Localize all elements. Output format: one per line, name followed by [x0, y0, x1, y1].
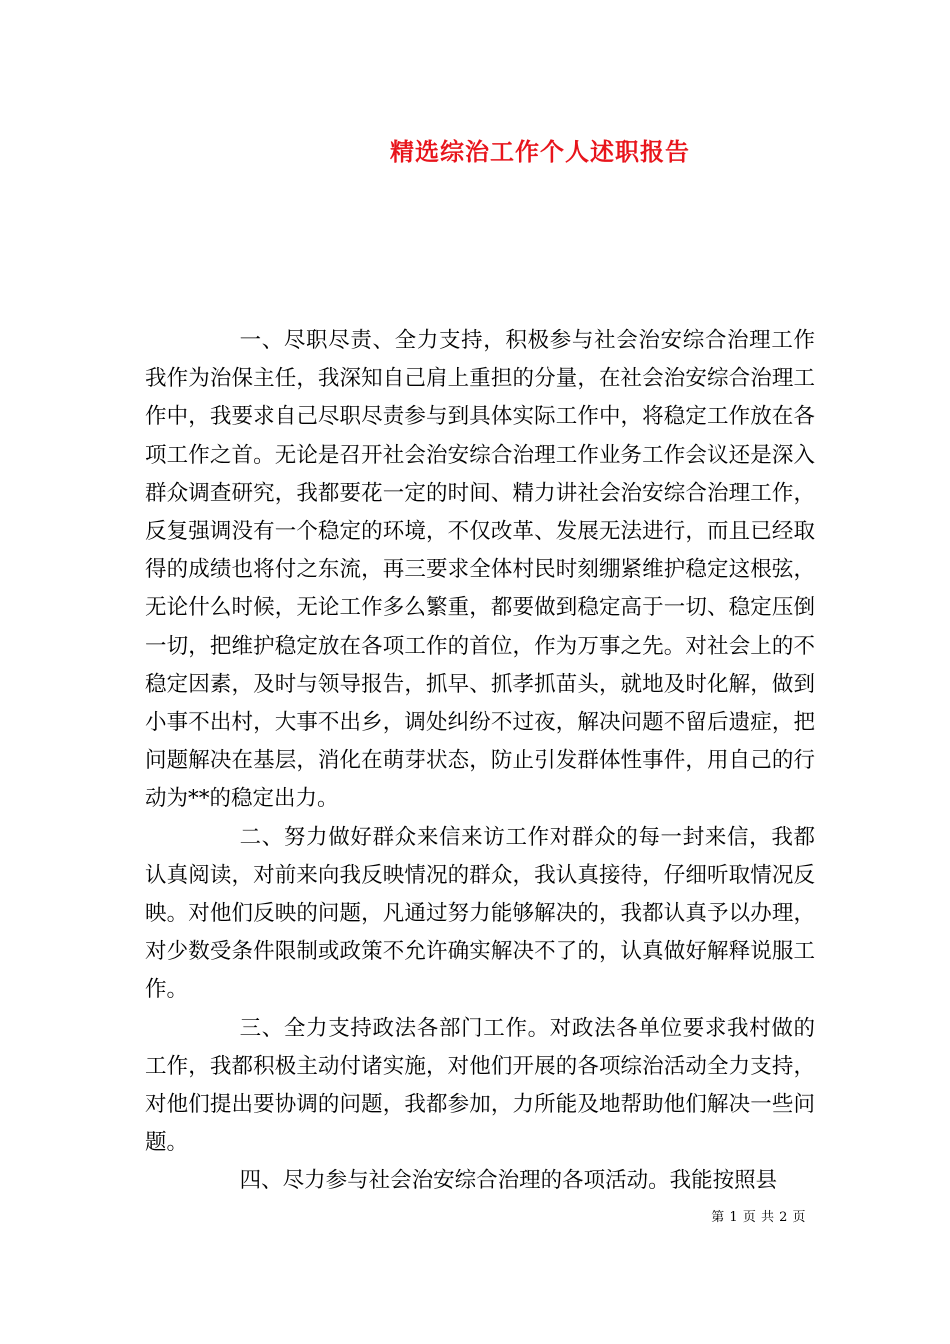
page-number-footer: 第 1 页 共 2 页	[711, 1210, 806, 1225]
paragraph-2: 二、努力做好群众来信来访工作对群众的每一封来信，我都认真阅读，对前来向我反映情况的群众，我认真接待，仔细听取情况反映。对他们反映的问题，凡通过努力能够解决的，我都认真予以办理，对少数受条件限制或政策不允许确实解决不了的，认真做好解释说服工作。	[145, 824, 815, 1003]
paragraph-4: 四、尽力参与社会治安综合治理的各项活动。我能按照县	[239, 1168, 778, 1194]
document-body	[145, 322, 815, 1201]
paragraph-1: 一、尽职尽责、全力支持，积极参与社会治安综合治理工作我作为治保主任，我深知自己肩上重担的分量，在社会治安综合治理工作中，我要求自己尽职尽责参与到具体实际工作中，将稳定工作放在各项工作之首。无论是召开社会治安综合治理工作业务工作会议还是深入群众调查研究，我都要花一定的时间、精力讲社会治安综合治理工作，反复强调没有一个稳定的环境，不仅改革、发展无法进行，而且已经取得的成绩也将付之东流，再三要求全体村民时刻绷紧维护稳定这根弦，无论什么时候，无论工作多么繁重，都要做到稳定高于一切、稳定压倒一切，把维护稳定放在各项工作的首位，作为万事之先。对社会上的不稳定因素，及时与领导报告，抓早、抓孝抓苗头，就地及时化解，做到小事不出村，大事不出乡，调处纠纷不过夜，解决问题不留后遗症，把问题解决在基层，消化在萌芽状态，防止引发群体性事件，用自己的行动为**的稳定出力。	[145, 328, 815, 812]
paragraph-3: 三、全力支持政法各部门工作。对政法各单位要求我村做的工作，我都积极主动付诸实施，对他们开展的各项综治活动全力支持，对他们提出要协调的问题，我都参加，力所能及地帮助他们解决一些问题。	[145, 1015, 815, 1156]
document-title: 精选综治工作个人述职报告	[390, 137, 690, 166]
